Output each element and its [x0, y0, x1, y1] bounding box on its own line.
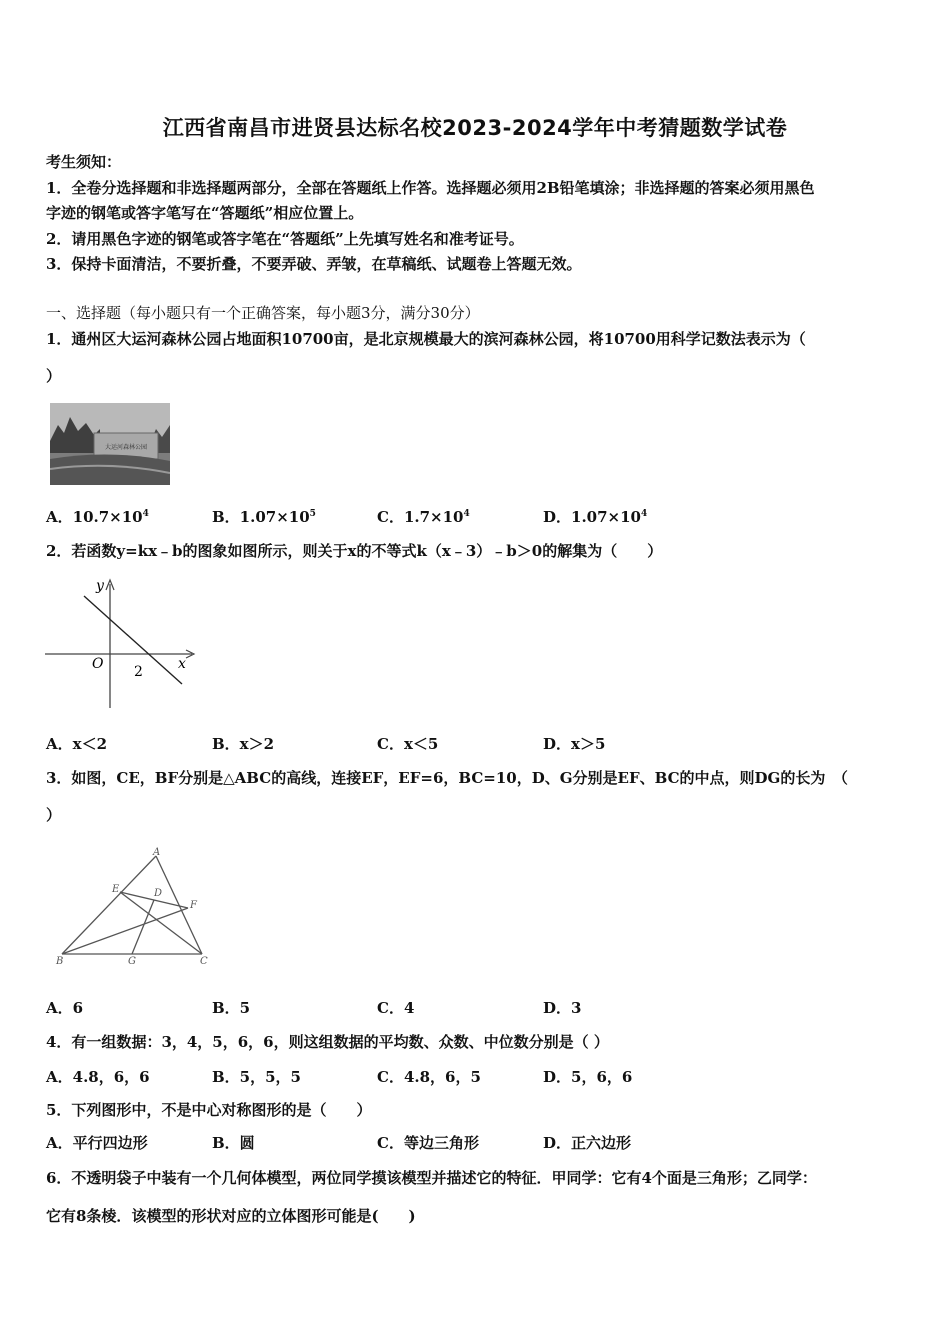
q4-option-d[interactable]: D．5，6，6	[543, 1068, 633, 1086]
q1-option-a-label: A．10.7×10	[46, 508, 143, 526]
y-axis-label: y	[96, 578, 104, 594]
question-2-text: 2．若函数y=kx﹣b的图象如图所示，则关于x的不等式k（x﹣3）﹣b＞0的解集为（ ）	[46, 542, 663, 560]
q1-option-d-exp: 4	[640, 509, 648, 519]
vertex-c-label: C	[200, 956, 208, 967]
question-5-text: 5．下列图形中，不是中心对称图形的是（ ）	[46, 1101, 372, 1119]
q3-option-d[interactable]: D．3	[543, 999, 582, 1017]
q1-option-a[interactable]	[46, 506, 149, 527]
question-1-text-end: ）	[46, 367, 62, 385]
notice-item-1b: 字迹的钢笔或答字笔写在“答题纸”相应位置上。	[46, 204, 364, 222]
q2-option-b[interactable]: B．x＞2	[212, 735, 275, 753]
notice-item-1a: 1．全卷分选择题和非选择题两部分，全部在答题纸上作答。选择题必须用2B铅笔填涂；非选择题的答案必须用黑色	[46, 179, 815, 197]
notice-item-3: 3．保持卡面清洁，不要折叠，不要弄破、弄皱，在草稿纸、试题卷上答题无效。	[46, 255, 582, 273]
section-heading: 一、选择题（每小题只有一个正确答案，每小题3分，满分30分）	[46, 304, 480, 322]
q2-option-c[interactable]: C．x＜5	[377, 735, 439, 753]
q5-option-a[interactable]: A．平行四边形	[46, 1134, 148, 1152]
q3-option-c[interactable]: C．4	[377, 999, 415, 1017]
q5-option-d[interactable]: D．正六边形	[543, 1134, 632, 1152]
point-e-label: E	[112, 884, 120, 895]
q3-option-b[interactable]: B．5	[212, 999, 251, 1017]
q1-option-c[interactable]	[377, 506, 470, 527]
q4-option-b[interactable]: B．5，5，5	[212, 1068, 301, 1086]
question-4-text: 4．有一组数据：3，4，5，6，6，则这组数据的平均数、众数、中位数分别是（ ）	[46, 1033, 609, 1051]
triangle-figure	[50, 846, 220, 968]
q2-option-a[interactable]: A．x＜2	[46, 735, 108, 753]
q1-option-d-label: D．1.07×10	[543, 508, 641, 526]
vertex-b-label: B	[56, 956, 64, 967]
park-photo-drawing	[50, 403, 170, 485]
q4-option-a[interactable]: A．4.8，6，6	[46, 1068, 150, 1086]
q3-option-a[interactable]: A．6	[46, 999, 84, 1017]
question-6-text: 6．不透明袋子中装有一个几何体模型，两位同学摸该模型并描述它的特征．甲同学：它有4个面是三角形；乙同学：	[46, 1169, 817, 1187]
question-3-text: 3．如图，CE，BF分别是△ABC的高线，连接EF，EF=6，BC=10，D、G分别是EF、BC的中点，则DG的长为 （	[46, 769, 848, 787]
notice-item-2: 2．请用黑色字迹的钢笔或答字笔在“答题纸”上先填写姓名和准考证号。	[46, 230, 524, 248]
origin-label: O	[92, 656, 104, 672]
park-photo	[50, 403, 170, 485]
q1-option-b-exp: 5	[309, 509, 316, 519]
q1-option-a-exp: 4	[142, 509, 149, 519]
q4-option-c[interactable]: C．4.8，6，5	[377, 1068, 481, 1086]
q1-option-c-label: C．1.7×10	[377, 508, 464, 526]
point-f-label: F	[190, 900, 197, 911]
q5-option-b[interactable]: B．圆	[212, 1134, 255, 1152]
x-intercept-label: 2	[134, 664, 143, 680]
point-g-label: G	[128, 956, 136, 967]
q1-option-b[interactable]	[212, 506, 316, 527]
vertex-a-label: A	[153, 847, 161, 858]
linear-function-graph	[42, 572, 202, 712]
side-ab	[62, 856, 156, 954]
q1-option-c-exp: 4	[463, 509, 470, 519]
altitude-bf	[62, 908, 188, 954]
q1-option-b-label: B．1.07×10	[212, 508, 310, 526]
x-axis-label: x	[178, 656, 186, 672]
q5-option-c[interactable]: C．等边三角形	[377, 1134, 479, 1152]
page-title: 江西省南昌市进贤县达标名校2023-2024学年中考猜题数学试卷	[162, 116, 788, 140]
q2-option-d[interactable]: D．x＞5	[543, 735, 606, 753]
point-d-label: D	[154, 888, 163, 899]
park-sign-text: 大运河森林公园	[104, 444, 148, 451]
notice-heading: 考生须知：	[46, 153, 122, 171]
question-1-text: 1．通州区大运河森林公园占地面积10700亩，是北京规模最大的滨河森林公园，将10700用科学记数法表示为（	[46, 330, 806, 348]
q1-option-d[interactable]	[543, 506, 647, 527]
question-6-text-end: 它有8条棱．该模型的形状对应的立体图形可能是( )	[46, 1207, 416, 1225]
question-3-text-end: ）	[46, 806, 62, 824]
